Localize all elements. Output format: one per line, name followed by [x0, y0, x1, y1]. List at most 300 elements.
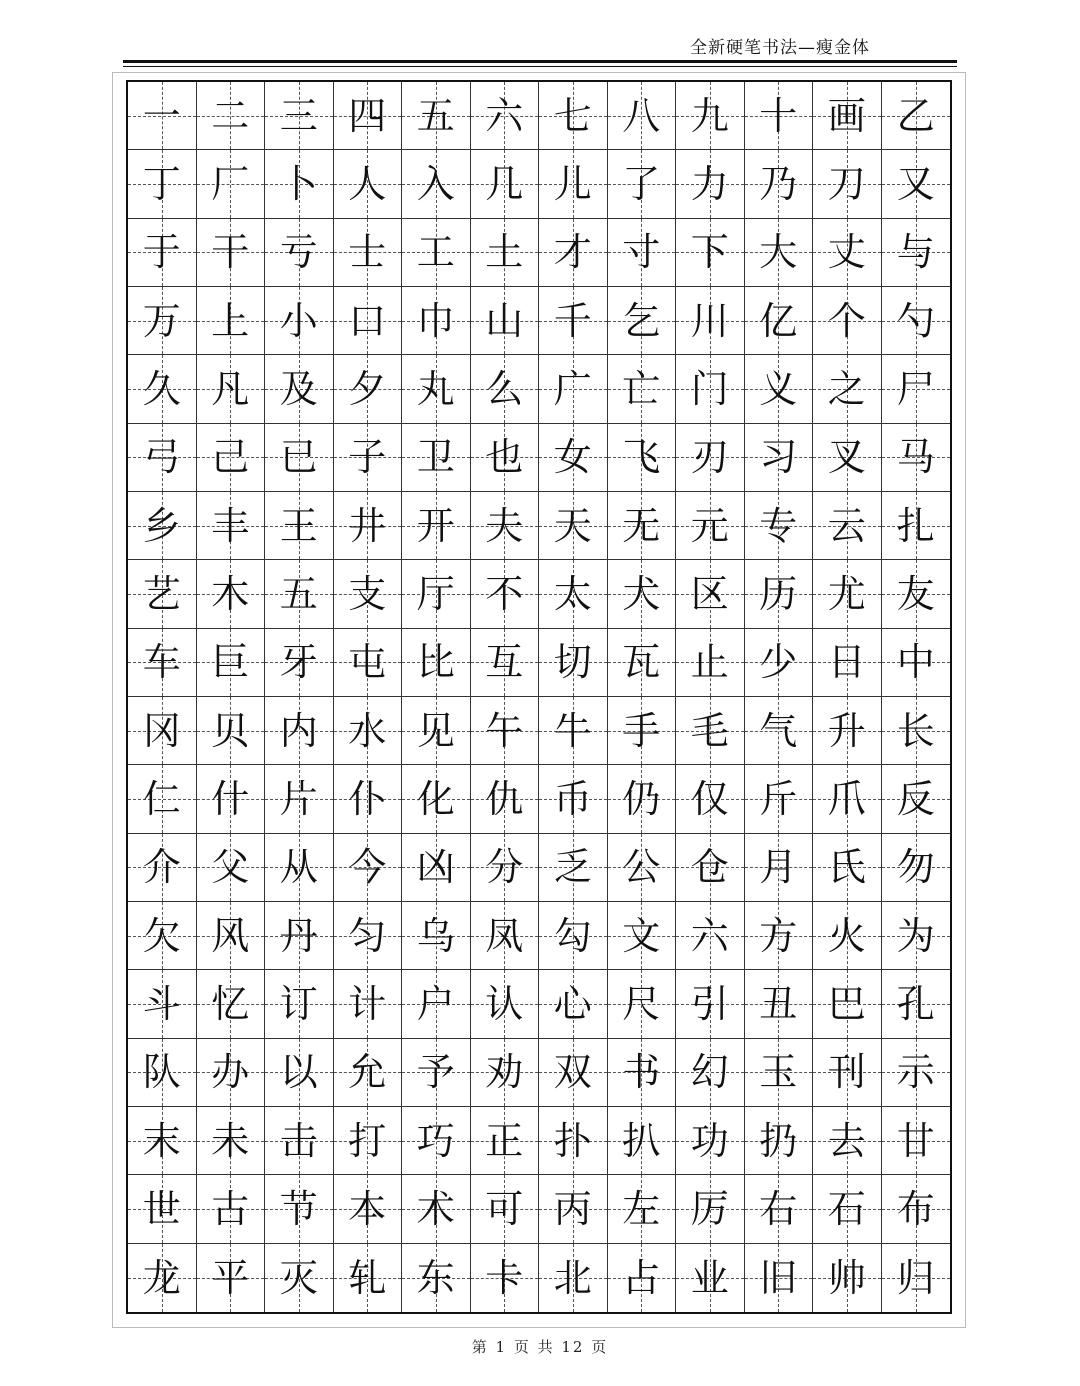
character-glyph: 占	[622, 1255, 661, 1300]
grid-cell	[265, 219, 334, 287]
character-glyph: 六	[690, 913, 729, 958]
grid-cell	[197, 765, 266, 833]
character-glyph: 东	[416, 1255, 455, 1300]
grid-cell	[813, 1244, 882, 1312]
character-glyph: 父	[211, 845, 250, 890]
grid-cell	[676, 219, 745, 287]
character-glyph: 才	[553, 230, 592, 275]
grid-cell	[265, 834, 334, 902]
character-glyph: 勺	[896, 298, 935, 343]
grid-cell	[539, 82, 608, 150]
grid-cell	[745, 1107, 814, 1175]
character-glyph: 介	[142, 845, 181, 890]
grid-cell	[197, 287, 266, 355]
grid-cell	[128, 765, 197, 833]
grid-cell	[745, 492, 814, 560]
character-glyph: 比	[416, 640, 455, 685]
character-glyph: 儿	[553, 161, 592, 206]
character-glyph: 元	[690, 503, 729, 548]
grid-cell	[265, 970, 334, 1038]
grid-cell	[676, 1107, 745, 1175]
character-glyph: 升	[827, 708, 866, 753]
grid-cell	[128, 970, 197, 1038]
grid-cell	[539, 765, 608, 833]
character-glyph: 丙	[553, 1186, 592, 1231]
grid-cell	[882, 150, 951, 218]
character-glyph: 办	[211, 1050, 250, 1095]
grid-cell	[334, 1175, 403, 1243]
grid-cell	[402, 1175, 471, 1243]
character-glyph: 门	[690, 366, 729, 411]
grid-cell	[813, 902, 882, 970]
character-glyph: 扑	[553, 1118, 592, 1163]
grid-cell	[334, 424, 403, 492]
character-glyph: 云	[827, 503, 866, 548]
character-glyph: 平	[211, 1255, 250, 1300]
character-glyph: 认	[485, 981, 524, 1026]
grid-cell	[471, 287, 540, 355]
character-glyph: 也	[485, 435, 524, 480]
character-glyph: 化	[416, 776, 455, 821]
grid-cell	[265, 150, 334, 218]
grid-cell	[676, 150, 745, 218]
character-glyph: 去	[827, 1118, 866, 1163]
character-glyph: 扔	[759, 1118, 798, 1163]
grid-cell	[402, 765, 471, 833]
character-glyph: 巾	[416, 298, 455, 343]
grid-cell	[128, 424, 197, 492]
character-glyph: 古	[211, 1186, 250, 1231]
character-glyph: 片	[279, 776, 318, 821]
grid-cell	[265, 902, 334, 970]
character-glyph: 互	[485, 640, 524, 685]
character-glyph: 尸	[896, 366, 935, 411]
grid-cell	[128, 150, 197, 218]
character-glyph: 上	[211, 298, 250, 343]
character-glyph: 厉	[690, 1186, 729, 1231]
grid-cell	[882, 765, 951, 833]
character-glyph: 大	[759, 230, 798, 275]
character-glyph: 丈	[827, 230, 866, 275]
character-glyph: 从	[279, 845, 318, 890]
character-glyph: 么	[485, 366, 524, 411]
character-glyph: 丁	[142, 161, 181, 206]
grid-cell	[882, 424, 951, 492]
grid-cell	[197, 1107, 266, 1175]
grid-cell	[334, 629, 403, 697]
grid-cell	[676, 1244, 745, 1312]
grid-cell	[265, 1244, 334, 1312]
character-glyph: 仓	[690, 845, 729, 890]
character-glyph: 仇	[485, 776, 524, 821]
character-glyph: 为	[896, 913, 935, 958]
grid-cell	[676, 560, 745, 628]
grid-cell	[128, 1107, 197, 1175]
grid-cell	[402, 629, 471, 697]
character-glyph: 卜	[279, 161, 318, 206]
grid-cell	[128, 834, 197, 902]
grid-cell	[402, 355, 471, 423]
grid-cell	[471, 492, 540, 560]
grid-cell	[676, 970, 745, 1038]
character-glyph: 小	[279, 298, 318, 343]
grid-cell	[539, 1107, 608, 1175]
character-glyph: 仆	[348, 776, 387, 821]
character-glyph: 了	[622, 161, 661, 206]
grid-cell	[882, 219, 951, 287]
grid-cell	[197, 150, 266, 218]
character-glyph: 劝	[485, 1050, 524, 1095]
character-glyph: 计	[348, 981, 387, 1026]
grid-cell	[676, 697, 745, 765]
character-glyph: 旧	[759, 1255, 798, 1300]
character-glyph: 斤	[759, 776, 798, 821]
character-glyph: 氏	[827, 845, 866, 890]
character-glyph: 屯	[348, 640, 387, 685]
character-glyph: 广	[553, 366, 592, 411]
grid-cell	[608, 1244, 677, 1312]
grid-cell	[128, 492, 197, 560]
grid-cell	[471, 902, 540, 970]
character-glyph: 三	[279, 93, 318, 138]
character-glyph: 寸	[622, 230, 661, 275]
grid-cell	[676, 287, 745, 355]
grid-cell	[402, 902, 471, 970]
character-glyph: 七	[553, 93, 592, 138]
grid-cell	[402, 970, 471, 1038]
character-glyph: 帅	[827, 1255, 866, 1300]
character-glyph: 火	[827, 913, 866, 958]
character-glyph: 午	[485, 708, 524, 753]
character-glyph: 匀	[348, 913, 387, 958]
character-glyph: 卫	[416, 435, 455, 480]
grid-cell	[608, 1039, 677, 1107]
character-glyph: 女	[553, 435, 592, 480]
character-glyph: 井	[348, 503, 387, 548]
grid-cell	[676, 424, 745, 492]
grid-cell	[608, 697, 677, 765]
character-glyph: 弓	[142, 435, 181, 480]
character-glyph: 卡	[485, 1255, 524, 1300]
grid-cell	[745, 629, 814, 697]
grid-cell	[608, 287, 677, 355]
character-glyph: 可	[485, 1186, 524, 1231]
grid-cell	[813, 1039, 882, 1107]
character-glyph: 击	[279, 1118, 318, 1163]
grid-cell	[608, 1107, 677, 1175]
character-glyph: 已	[279, 435, 318, 480]
character-glyph: 中	[896, 640, 935, 685]
grid-cell	[128, 902, 197, 970]
grid-cell	[265, 629, 334, 697]
grid-cell	[745, 150, 814, 218]
grid-cell	[745, 355, 814, 423]
grid-cell	[128, 82, 197, 150]
grid-cell	[197, 219, 266, 287]
grid-cell	[334, 219, 403, 287]
character-glyph: 巧	[416, 1118, 455, 1163]
grid-cell	[745, 697, 814, 765]
character-glyph: 人	[348, 161, 387, 206]
character-glyph: 右	[759, 1186, 798, 1231]
grid-cell	[539, 219, 608, 287]
character-glyph: 车	[142, 640, 181, 685]
character-glyph: 世	[142, 1186, 181, 1231]
grid-cell	[539, 1244, 608, 1312]
grid-cell	[265, 82, 334, 150]
grid-cell	[745, 219, 814, 287]
character-glyph: 归	[896, 1255, 935, 1300]
grid-cell	[745, 1039, 814, 1107]
character-glyph: 十	[759, 93, 798, 138]
grid-cell	[882, 1107, 951, 1175]
character-glyph: 丸	[416, 366, 455, 411]
character-glyph: 内	[279, 708, 318, 753]
grid-cell	[745, 82, 814, 150]
character-glyph: 打	[348, 1118, 387, 1163]
grid-cell	[197, 82, 266, 150]
character-glyph: 凶	[416, 845, 455, 890]
character-glyph: 亏	[279, 230, 318, 275]
grid-cell	[471, 424, 540, 492]
grid-cell	[813, 424, 882, 492]
grid-cell	[539, 492, 608, 560]
character-glyph: 玉	[759, 1050, 798, 1095]
grid-cell	[608, 219, 677, 287]
grid-cell	[402, 424, 471, 492]
character-glyph: 土	[485, 230, 524, 275]
character-glyph: 专	[759, 503, 798, 548]
grid-cell	[402, 150, 471, 218]
character-glyph: 甘	[896, 1118, 935, 1163]
grid-cell	[813, 287, 882, 355]
grid-cell	[745, 970, 814, 1038]
grid-cell	[813, 82, 882, 150]
character-glyph: 公	[622, 845, 661, 890]
calligraphy-practice-grid	[126, 80, 952, 1314]
character-glyph: 户	[416, 981, 455, 1026]
character-glyph: 亡	[622, 366, 661, 411]
grid-cell	[745, 902, 814, 970]
grid-cell	[197, 902, 266, 970]
grid-cell	[402, 1244, 471, 1312]
grid-cell	[539, 697, 608, 765]
character-glyph: 书	[622, 1050, 661, 1095]
grid-cell	[608, 355, 677, 423]
grid-cell	[608, 765, 677, 833]
grid-cell	[539, 1175, 608, 1243]
character-glyph: 亿	[759, 298, 798, 343]
character-glyph: 厅	[416, 571, 455, 616]
grid-cell	[676, 765, 745, 833]
character-glyph: 太	[553, 571, 592, 616]
character-glyph: 开	[416, 503, 455, 548]
character-glyph: 刃	[690, 435, 729, 480]
grid-cell	[882, 82, 951, 150]
character-glyph: 正	[485, 1118, 524, 1163]
character-glyph: 以	[279, 1050, 318, 1095]
grid-cell	[608, 424, 677, 492]
grid-cell	[402, 82, 471, 150]
character-glyph: 仅	[690, 776, 729, 821]
character-glyph: 山	[485, 298, 524, 343]
grid-cell	[128, 697, 197, 765]
page-header-title: 全新硬笔书法—瘦金体	[690, 38, 870, 58]
character-glyph: 犬	[622, 571, 661, 616]
character-glyph: 心	[553, 981, 592, 1026]
character-glyph: 几	[485, 161, 524, 206]
grid-cell	[608, 834, 677, 902]
character-glyph: 乡	[142, 503, 181, 548]
grid-cell	[334, 560, 403, 628]
character-glyph: 个	[827, 298, 866, 343]
grid-cell	[745, 834, 814, 902]
character-glyph: 友	[896, 571, 935, 616]
character-glyph: 长	[896, 708, 935, 753]
character-glyph: 乃	[759, 161, 798, 206]
character-glyph: 毛	[690, 708, 729, 753]
grid-cell	[334, 970, 403, 1038]
grid-cell	[334, 287, 403, 355]
character-glyph: 龙	[142, 1255, 181, 1300]
grid-cell	[882, 834, 951, 902]
grid-cell	[813, 560, 882, 628]
grid-cell	[471, 1175, 540, 1243]
grid-cell	[265, 697, 334, 765]
character-glyph: 干	[211, 230, 250, 275]
character-glyph: 本	[348, 1186, 387, 1231]
character-glyph: 今	[348, 845, 387, 890]
grid-cell	[402, 834, 471, 902]
character-glyph: 贝	[211, 708, 250, 753]
grid-cell	[265, 424, 334, 492]
grid-cell	[197, 424, 266, 492]
grid-cell	[608, 629, 677, 697]
grid-cell	[471, 82, 540, 150]
grid-cell	[882, 1175, 951, 1243]
character-glyph: 一	[142, 93, 181, 138]
grid-cell	[882, 902, 951, 970]
character-glyph: 义	[759, 366, 798, 411]
character-glyph: 方	[759, 913, 798, 958]
character-glyph: 巨	[211, 640, 250, 685]
grid-cell	[334, 82, 403, 150]
character-glyph: 示	[896, 1050, 935, 1095]
grid-cell	[676, 82, 745, 150]
character-glyph: 订	[279, 981, 318, 1026]
character-glyph: 什	[211, 776, 250, 821]
character-glyph: 于	[142, 230, 181, 275]
character-glyph: 刊	[827, 1050, 866, 1095]
grid-cell	[334, 697, 403, 765]
character-glyph: 风	[211, 913, 250, 958]
character-glyph: 习	[759, 435, 798, 480]
grid-cell	[265, 1039, 334, 1107]
grid-cell	[334, 1244, 403, 1312]
grid-cell	[471, 1107, 540, 1175]
character-glyph: 凡	[211, 366, 250, 411]
character-glyph: 仁	[142, 776, 181, 821]
grid-cell	[813, 765, 882, 833]
grid-cell	[676, 1175, 745, 1243]
character-glyph: 巴	[827, 981, 866, 1026]
character-glyph: 不	[485, 571, 524, 616]
character-glyph: 轧	[348, 1255, 387, 1300]
grid-cell	[882, 560, 951, 628]
grid-cell	[402, 1039, 471, 1107]
character-glyph: 尤	[827, 571, 866, 616]
character-glyph: 乌	[416, 913, 455, 958]
grid-cell	[539, 287, 608, 355]
grid-cell	[197, 970, 266, 1038]
grid-cell	[745, 287, 814, 355]
character-glyph: 乞	[622, 298, 661, 343]
grid-cell	[471, 697, 540, 765]
grid-cell	[608, 560, 677, 628]
character-glyph: 未	[211, 1118, 250, 1163]
character-glyph: 扎	[896, 503, 935, 548]
character-glyph: 忆	[211, 981, 250, 1026]
grid-cell	[265, 560, 334, 628]
grid-cell	[882, 287, 951, 355]
character-glyph: 支	[348, 571, 387, 616]
character-glyph: 牙	[279, 640, 318, 685]
grid-cell	[197, 1175, 266, 1243]
grid-cell	[882, 355, 951, 423]
grid-cell	[334, 765, 403, 833]
grid-cell	[197, 492, 266, 560]
character-glyph: 九	[690, 93, 729, 138]
grid-cell	[402, 492, 471, 560]
character-glyph: 天	[553, 503, 592, 548]
character-glyph: 反	[896, 776, 935, 821]
character-glyph: 爪	[827, 776, 866, 821]
grid-cell	[197, 1039, 266, 1107]
grid-cell	[608, 82, 677, 150]
grid-cell	[539, 1039, 608, 1107]
grid-cell	[128, 629, 197, 697]
grid-cell	[265, 492, 334, 560]
character-glyph: 日	[827, 640, 866, 685]
character-glyph: 四	[348, 93, 387, 138]
grid-cell	[471, 219, 540, 287]
grid-cell	[128, 1039, 197, 1107]
grid-cell	[265, 287, 334, 355]
grid-cell	[882, 697, 951, 765]
grid-cell	[128, 287, 197, 355]
character-glyph: 尺	[622, 981, 661, 1026]
grid-cell	[402, 697, 471, 765]
grid-cell	[608, 970, 677, 1038]
character-glyph: 及	[279, 366, 318, 411]
grid-cell	[128, 1244, 197, 1312]
grid-cell	[265, 1175, 334, 1243]
grid-cell	[813, 355, 882, 423]
grid-cell	[334, 1107, 403, 1175]
grid-cell	[813, 629, 882, 697]
character-glyph: 少	[759, 640, 798, 685]
character-glyph: 斗	[142, 981, 181, 1026]
grid-cell	[471, 355, 540, 423]
grid-cell	[882, 492, 951, 560]
grid-cell	[676, 1039, 745, 1107]
character-glyph: 历	[759, 571, 798, 616]
grid-cell	[471, 629, 540, 697]
character-glyph: 艺	[142, 571, 181, 616]
grid-cell	[539, 355, 608, 423]
character-glyph: 万	[142, 298, 181, 343]
grid-cell	[539, 834, 608, 902]
